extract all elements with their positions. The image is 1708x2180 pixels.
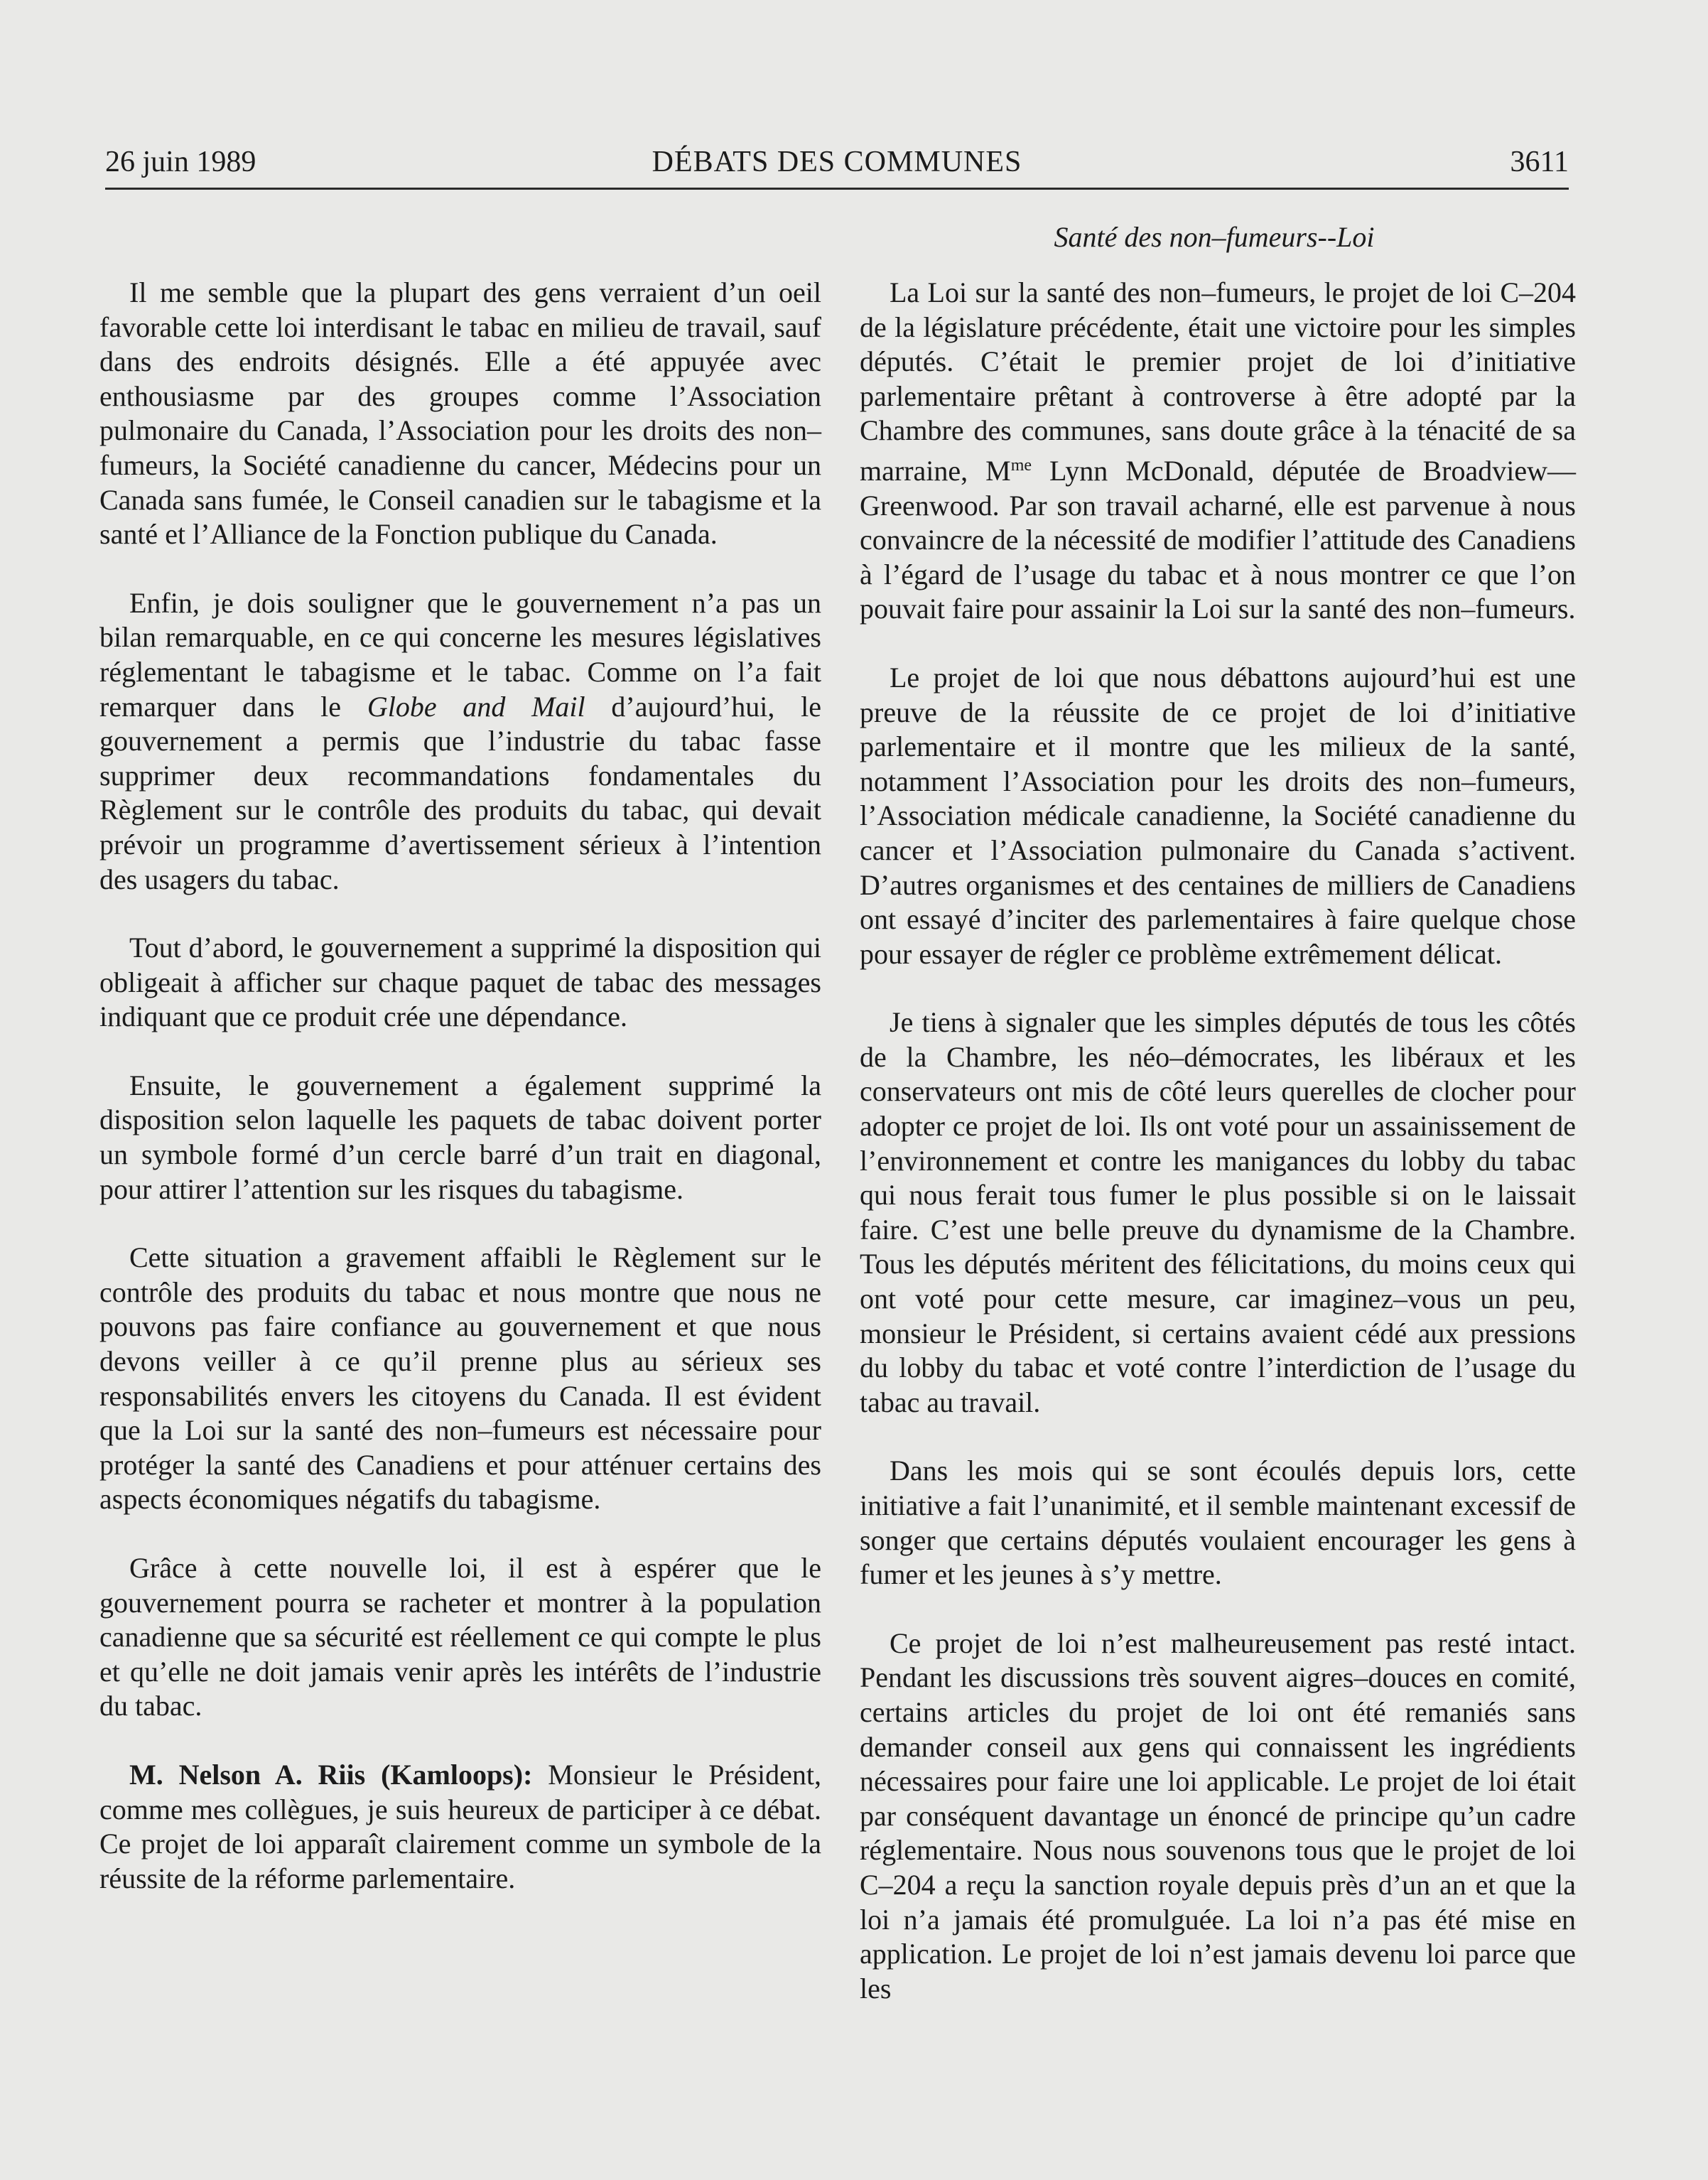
header-title: DÉBATS DES COMMUNES xyxy=(652,146,1022,178)
speech-paragraph xyxy=(99,1758,821,1896)
speaker-name: M. Nelson A. Riis (Kamloops): xyxy=(129,1758,533,1791)
paragraph-text: Monsieur le Président, comme mes collègues, je suis heureux de participer à ce débat. Ce projet de loi apparaît clairement comme un symbole de la réussite de la réforme parlementaire. xyxy=(99,1758,822,1894)
paragraph: Il me semble que la plupart des gens verraient d’un oeil favorable cette loi interdisant le tabac en milieu de travail, sauf dans des endroits désignés. Elle a été appuyée avec enthousiasme par des groupes comme l’Association pulmonaire du Canada, l’Association pour les droits des non–fumeurs, la Société canadienne du cancer, Médecins pour un Canada sans fumée, le Conseil canadien sur le tabagisme et la santé et l’Alliance de la Fonction publique du Canada. xyxy=(99,276,821,551)
header-rule xyxy=(105,188,1569,190)
paragraph xyxy=(860,276,1576,627)
paragraph: Ensuite, le gouvernement a également supprimé la disposition selon laquelle les paquets de tabac doivent porter un symbole formé d’un cercle barré d’un trait en diagonal, pour attirer l’attention sur les risques du tabagisme. xyxy=(99,1069,821,1205)
right-column xyxy=(860,276,1576,2006)
superscript: me xyxy=(1010,455,1032,475)
paragraph xyxy=(99,586,821,897)
page-number: 3611 xyxy=(1510,146,1569,178)
paragraph: Ce projet de loi n’est malheureusement pas resté intact. Pendant les discussions très souvent aigres–douces en comité, certains articles du projet de loi ont été remaniés sans demander conseil aux gens qui connaissent les ingrédients nécessaires pour faire une loi applicable. Le projet de loi était par conséquent davantage un énoncé de principe qu’un cadre réglementaire. Nous nous souvenons tous que le projet de loi C–204 a reçu la sanction royale depuis près d’un an et que la loi n’a jamais été promulguée. La loi n’a pas été mise en application. Le projet de loi n’est jamais devenu loi parce que les xyxy=(860,1626,1576,2004)
newspaper-title: Globe and Mail xyxy=(367,690,585,723)
paragraph: Le projet de loi que nous débattons aujourd’hui est une preuve de la réussite de ce projet de loi d’initiative parlementaire et il montre que les milieux de la santé, notamment l’Association pour les droits des non–fumeurs, l’Association médicale canadienne, la Société canadienne du cancer et l’Association pulmonaire du Canada s’activent. D’autres organismes et des centaines de milliers de Canadiens ont essayé d’inciter des parlementaires à faire quelque chose pour essayer de régler ce problème extrêmement délicat. xyxy=(860,661,1576,970)
page-header xyxy=(105,142,1569,186)
left-column xyxy=(99,276,821,1896)
paragraph: Tout d’abord, le gouvernement a supprimé la disposition qui obligeait à afficher sur chaque paquet de tabac des messages indiquant que ce produit crée une dépendance. xyxy=(99,932,821,1033)
paragraph-text: Lynn McDonald, députée de Broadview—Greenwood. Par son travail acharné, elle est parvenue à nous convaincre de la nécessité de modifier l’attitude des Canadiens à l’égard de l’usage du tabac et à nous montrer ce que l’on pouvait faire pour assainir la Loi sur la santé des non–fumeurs. xyxy=(860,454,1576,625)
paragraph-text: Enfin, je dois souligner que le gouvernement n’a pas un bilan remarquable, en ce qui concerne les mesures législatives réglementant le tabagisme et le tabac. Comme on l’a fait remarquer dans le xyxy=(99,586,821,723)
paragraph: Dans les mois qui se sont écoulés depuis lors, cette initiative a fait l’unanimité, et il semble maintenant excessif de songer que certains députés voulaient encourager les gens à fumer et les jeunes à s’y mettre. xyxy=(860,1455,1576,1591)
paragraph: Je tiens à signaler que les simples députés de tous les côtés de la Chambre, les néo–démocrates, les libéraux et les conservateurs ont mis de côté leurs querelles de clocher pour adopter ce projet de loi. Ils ont voté pour un assainissement de l’environnement et contre les manigances du lobby du tabac qui nous ferait tous fumer le plus possible si on le laissait faire. C’est une belle preuve du dynamisme de la Chambre. Tous les députés méritent des félicitations, du moins ceux qui ont voté pour cette mesure, car imaginez–vous un peu, monsieur le Président, si certains avaient cédé aux pressions du lobby du tabac et voté contre l’interdiction de l’usage du tabac au travail. xyxy=(860,1006,1576,1418)
paragraph: Cette situation a gravement affaibli le Règlement sur le contrôle des produits du tabac et nous montre que nous ne pouvons pas faire confiance au gouvernement et que nous devons veiller à ce qu’il prenne plus au sérieux ses responsabilités envers les citoyens du Canada. Il est évident que la Loi sur la santé des non–fumeurs est nécessaire pour protéger la santé des Canadiens et pour atténuer certains des aspects économiques négatifs du tabagisme. xyxy=(99,1241,821,1516)
paragraph-text: d’aujourd’hui, le gouvernement a permis que l’industrie du tabac fasse supprimer deux recommandations fondamentales du Règlement sur le contrôle des produits du tabac, qui devait prévoir un programme d’avertissement sérieux à l’intention des usagers du tabac. xyxy=(99,690,821,895)
header-date: 26 juin 1989 xyxy=(105,146,256,178)
section-subheading: Santé des non–fumeurs--Loi xyxy=(1054,221,1375,253)
paragraph-text: La Loi sur la santé des non–fumeurs, le projet de loi C–204 de la législature précédente, était une victoire pour les simples députés. C’était le premier projet de loi d’initiative parlementaire prêtant à controverse à être adopté par la Chambre des communes, sans doute grâce à la ténacité de sa marraine, M xyxy=(860,276,1576,487)
paragraph: Grâce à cette nouvelle loi, il est à espérer que le gouvernement pourra se racheter et montrer à la population canadienne que sa sécurité est réellement ce qui compte le plus et qu’elle ne doit jamais venir après les intérêts de l’industrie du tabac. xyxy=(99,1552,821,1722)
